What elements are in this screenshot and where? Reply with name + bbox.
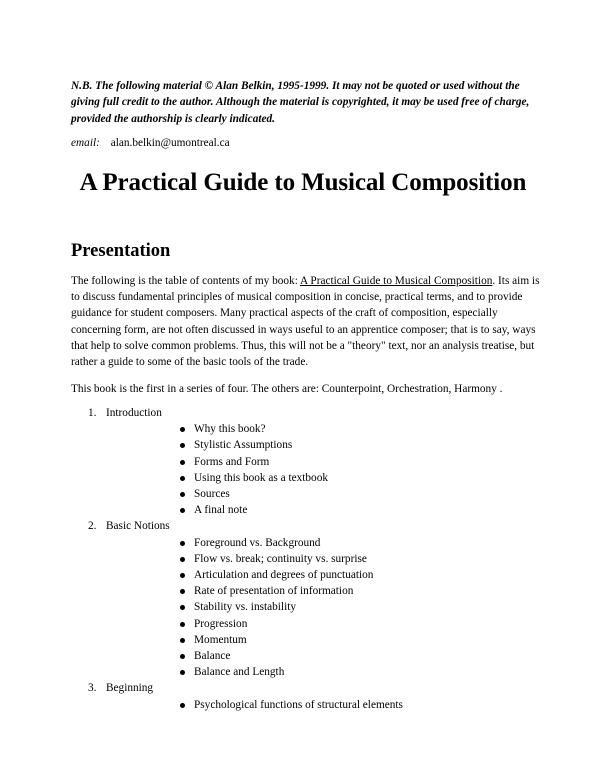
bullet-icon (180, 670, 185, 675)
bullet-icon (180, 460, 185, 465)
topic-title: Articulation and degrees of punctuation (194, 569, 374, 581)
bullet-icon (180, 427, 185, 432)
chapter-topics (106, 697, 541, 713)
intro-text-end: . Its aim is to discuss fundamental principles of musical composition in concise, practical terms, and to provide guidance for student composers. Many practical aspects of the craft of composition, especially concerning form, are not often discussed in ways useful to an apprentice composer; that is to say, ways that help to solve common problems. Thus, this will not be a "theory" text, nor an analysis treatise, but rather a guide to some of the basic tools of the trade. (71, 274, 540, 369)
chapter-number: 3. (88, 682, 97, 695)
bullet-icon (180, 541, 185, 546)
topic-title: Sources (194, 487, 230, 500)
topic-title: Balance (194, 650, 231, 663)
toc-topic (106, 437, 541, 453)
toc-topic (106, 632, 541, 648)
topic-title: Flow vs. break; continuity vs. surprise (194, 552, 367, 565)
toc-topic (106, 648, 541, 664)
bullet-icon (180, 605, 185, 610)
table-of-contents (71, 405, 541, 713)
topic-title: Rate of presentation of information (194, 585, 354, 598)
page-title: A Practical Guide to Musical Composition (79, 168, 527, 196)
toc-topic (106, 535, 541, 551)
bullet-icon (180, 557, 185, 562)
topic-title: Momentum (194, 633, 247, 646)
topic-title: A final note (194, 504, 248, 517)
toc-topic (106, 567, 541, 583)
chapter-topics (106, 421, 541, 518)
series-note: This book is the first in a series of four. The others are: Counterpoint, Orchestration, Harmony . (71, 382, 503, 395)
email-address: alan.belkin@umontreal.ca (110, 136, 230, 149)
intro-text-start: The following is the table of contents of my book: (71, 274, 301, 287)
toc-topic (106, 470, 541, 486)
topic-title: Using this book as a textbook (194, 471, 328, 484)
toc-topic (106, 486, 541, 502)
book-title-link[interactable]: A Practical Guide to Musical Composition (300, 274, 493, 287)
toc-topic (106, 551, 541, 567)
toc-chapter (71, 518, 541, 680)
copyright-notice: N.B. The following material © Alan Belkin, 1995-1999. It may not be quoted or used without the giving full credit to the author. Although the material is copyrighted, it may be used free of charge, provided the authorship is clearly indicated. (71, 80, 530, 125)
topic-title: Foreground vs. Background (194, 536, 321, 549)
bullet-icon (180, 589, 185, 594)
topic-title: Forms and Form (194, 455, 270, 468)
toc-topic (106, 599, 541, 615)
toc-topic (106, 697, 541, 713)
toc-topic (106, 421, 541, 437)
document-page (71, 78, 541, 713)
toc-topic (106, 454, 541, 470)
toc-topic (106, 664, 541, 680)
bullet-icon (180, 573, 185, 578)
bullet-icon (180, 492, 185, 497)
bullet-icon (180, 476, 185, 481)
toc-topic (106, 583, 541, 599)
chapter-title: Basic Notions (106, 520, 170, 533)
toc-topic (106, 616, 541, 632)
toc-topic (106, 502, 541, 518)
section-heading: Presentation (71, 240, 171, 261)
chapter-number: 2. (88, 520, 97, 533)
toc-chapter (71, 405, 541, 518)
topic-title: Balance and Length (194, 666, 285, 679)
chapter-number: 1. (88, 406, 97, 419)
email-line (71, 136, 541, 150)
bullet-icon (180, 443, 185, 448)
intro-paragraph (71, 273, 541, 371)
topic-title: Why this book? (194, 423, 266, 436)
email-label: email: (71, 136, 100, 149)
topic-title: Stability vs. instability (194, 601, 296, 614)
chapter-title: Beginning (106, 682, 154, 695)
bullet-icon (180, 638, 185, 643)
bullet-icon (180, 654, 185, 659)
topic-title: Progression (194, 617, 248, 630)
chapter-topics (106, 535, 541, 681)
bullet-icon (180, 703, 185, 708)
topic-title: Psychological functions of structural elements (194, 698, 403, 711)
bullet-icon (180, 508, 185, 513)
toc-chapter (71, 680, 541, 712)
chapter-title: Introduction (106, 406, 162, 419)
bullet-icon (180, 622, 185, 627)
topic-title: Stylistic Assumptions (194, 439, 293, 452)
